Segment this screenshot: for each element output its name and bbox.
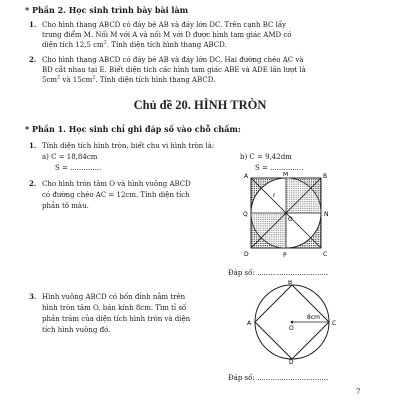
label-c: C [323,251,328,258]
label-p: P [283,252,287,259]
part1-title: * Phần 1. Học sinh chỉ ghi đáp số vào chỗ chấm: [25,124,241,134]
question-3-line-4: tích hình vuông đó. [42,326,111,334]
problem-2-line-1: Cho hình thang ABCD có đáy bé AB và đáy lớn DC. Hai đường chéo AC và [42,56,304,64]
label-d: D [289,359,294,364]
question-3-number: 3. [29,292,37,301]
label-m: M [283,172,289,178]
label-o: O [289,325,294,332]
question-2-number: 2. [29,179,37,188]
problem-1-line-2: trung điểm M. Nối M với A và nối M với D được hình tam giác AMD có [42,31,292,39]
question-2-line-1: Cho hình tròn tâm O và hình vuông ABCD [42,180,191,188]
question-1-number: 1. [29,141,37,150]
problem-1-line-3: diện tích 12,5 $cm^2$. Tính diện tích hình thang ABCD. [42,39,227,49]
question-3-answer[interactable]: Đáp số: ................................ [228,374,329,382]
problem-1-number: 1. [29,20,37,29]
question-1b-label: b) C = 9,42dm [240,153,292,161]
question-1b-answer[interactable]: S = ............... [255,164,304,172]
chapter-title: Chủ đề 20. HÌNH TRÒN [133,98,267,112]
label-a: A [247,320,252,327]
problem-1-line-1: Cho hình thang ABCD có đáy bé AB và đáy lớn DC. Trên cạnh BC lấy [42,21,287,29]
label-q: Q [243,211,248,218]
label-d: D [244,251,249,258]
label-n: N [324,211,329,218]
question-2-line-2: có đường chéo AC = 12cm. Tính diện tích [42,191,190,199]
label-radius-r: r [273,192,276,199]
question-1a-label: a) C = 18,84cm [42,153,98,161]
label-c: C [332,320,337,327]
label-a: A [244,173,249,180]
question-1a-answer[interactable]: S = .............. [55,164,102,172]
question-3-line-2: hình tròn tâm O, bán kính 8cm. Tìm tỉ số [42,304,187,312]
question-3-line-3: phần trăm của diện tích hình tròn và diện [42,315,191,323]
question-2-line-3: phần tô màu. [42,202,89,210]
problem-2-line-3: $5cm^2$ và $15cm^2$. Tính diện tích hình thang ABCD. [42,74,216,84]
question-3-line-1: Hình vuông ABCD có bốn đỉnh nằm trên [42,293,186,301]
part2-title: * Phần 2. Học sinh trình bày bài làm [25,5,189,15]
label-o: O [288,216,293,223]
label-radius: 8cm [307,314,320,321]
label-b: B [288,280,293,286]
square-in-circle-figure [245,280,345,364]
center-point-o [285,212,288,215]
question-2-answer[interactable]: Đáp số: ................................ [228,269,329,277]
square-inscribed-circle-figure [240,172,332,262]
label-b: B [323,173,328,180]
problem-2-number: 2. [29,55,37,64]
page-number: 7 [356,388,361,396]
center-point-o [291,321,294,324]
question-1-text: Tính diện tích hình tròn, biết chu vi hình tròn là: [42,142,215,150]
problem-2-line-2: BD cắt nhau tại E. Biết diện tích các hình tam giác ABE và ADE lần lượt là [42,66,306,74]
